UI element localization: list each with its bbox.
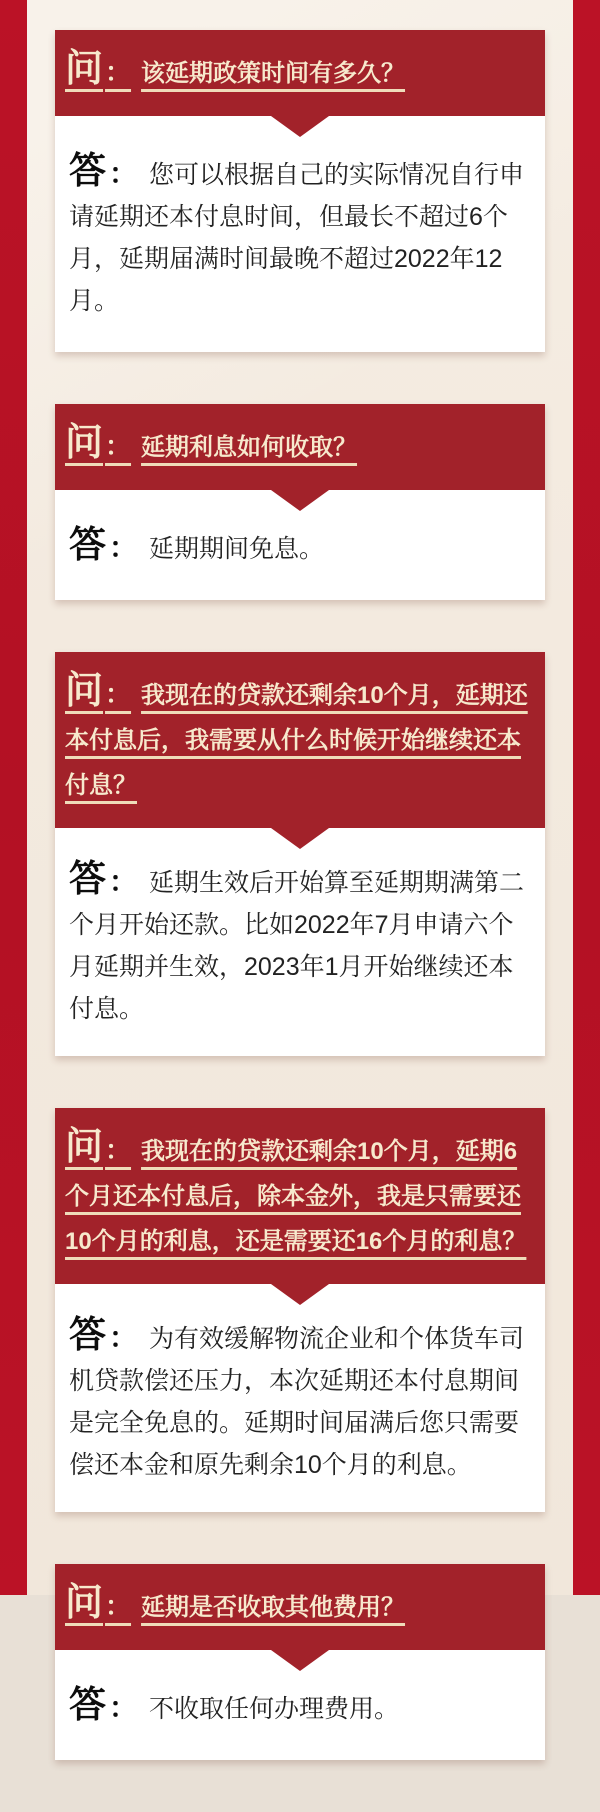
qa-card-4 bbox=[55, 1108, 545, 1512]
answer-label: 答 bbox=[69, 1684, 106, 1725]
question-label: 问 bbox=[65, 1126, 104, 1168]
question-text: 我现在的贷款还剩余10个月，延期6个月还本付息后，除本金外，我是只需要还10个月的利息，还是需要还16个月的利息？ bbox=[65, 1138, 527, 1255]
question-label: 问 bbox=[65, 1582, 104, 1624]
answer-colon: ： bbox=[109, 158, 138, 189]
answer-colon: ： bbox=[109, 1322, 138, 1353]
question-line bbox=[65, 1126, 527, 1255]
answer-line bbox=[69, 150, 529, 322]
answer-line bbox=[69, 858, 529, 1030]
question-label: 问 bbox=[65, 48, 104, 90]
answer-colon: ： bbox=[109, 1692, 138, 1723]
question-text: 该延期政策时间有多久？ bbox=[141, 60, 406, 87]
question-line bbox=[65, 48, 406, 90]
question-banner bbox=[55, 1564, 545, 1650]
answer-label: 答 bbox=[69, 524, 106, 565]
answer-colon: ： bbox=[109, 866, 138, 897]
pointer-notch-icon bbox=[271, 828, 329, 849]
answer-text: 延期生效后开始算至延期期满第二个月开始还款。比如2022年7月申请六个月延期并生效，2023年1月开始继续还本付息。 bbox=[69, 869, 525, 1023]
pointer-notch-icon bbox=[271, 1650, 329, 1671]
right-border-bar bbox=[573, 0, 600, 1595]
answer-line bbox=[69, 1684, 529, 1730]
answer-panel bbox=[55, 116, 545, 352]
answer-line bbox=[69, 524, 529, 570]
qa-card-2 bbox=[55, 404, 545, 600]
qa-card-3 bbox=[55, 652, 545, 1056]
question-banner bbox=[55, 30, 545, 116]
question-text: 延期利息如何收取？ bbox=[141, 434, 358, 461]
question-banner bbox=[55, 1108, 545, 1284]
answer-text: 延期期间免息。 bbox=[149, 535, 325, 563]
question-colon: ： bbox=[105, 1591, 132, 1621]
pointer-notch-icon bbox=[271, 1284, 329, 1305]
question-banner bbox=[55, 404, 545, 490]
question-line bbox=[65, 422, 358, 464]
question-line bbox=[65, 670, 528, 799]
question-line bbox=[65, 1582, 406, 1624]
left-border-bar bbox=[0, 0, 27, 1595]
question-colon: ： bbox=[105, 679, 132, 709]
answer-line bbox=[69, 1314, 529, 1486]
pointer-notch-icon bbox=[271, 490, 329, 511]
question-text: 我现在的贷款还剩余10个月，延期还本付息后，我需要从什么时候开始继续还本付息？ bbox=[65, 682, 528, 799]
question-label: 问 bbox=[65, 422, 104, 464]
question-colon: ： bbox=[105, 1135, 132, 1165]
pointer-notch-icon bbox=[271, 116, 329, 137]
qa-list bbox=[55, 30, 545, 1812]
qa-card-1 bbox=[55, 30, 545, 352]
question-banner bbox=[55, 652, 545, 828]
question-colon: ： bbox=[105, 57, 132, 87]
question-text: 延期是否收取其他费用？ bbox=[141, 1594, 406, 1621]
question-label: 问 bbox=[65, 670, 104, 712]
answer-label: 答 bbox=[69, 1314, 106, 1355]
answer-colon: ： bbox=[109, 532, 138, 563]
answer-label: 答 bbox=[69, 150, 106, 191]
answer-text: 为有效缓解物流企业和个体货车司机贷款偿还压力，本次延期还本付息期间是完全免息的。延期时间届满后您只需要偿还本金和原先剩余10个月的利息。 bbox=[69, 1325, 525, 1479]
answer-label: 答 bbox=[69, 858, 106, 899]
answer-text: 您可以根据自己的实际情况自行申请延期还本付息时间，但最长不超过6个月，延期届满时间最晚不超过2022年12月。 bbox=[69, 161, 525, 315]
answer-panel bbox=[55, 1284, 545, 1512]
qa-card-5 bbox=[55, 1564, 545, 1760]
answer-text: 不收取任何办理费用。 bbox=[149, 1695, 400, 1723]
question-colon: ： bbox=[105, 431, 132, 461]
answer-panel bbox=[55, 828, 545, 1056]
